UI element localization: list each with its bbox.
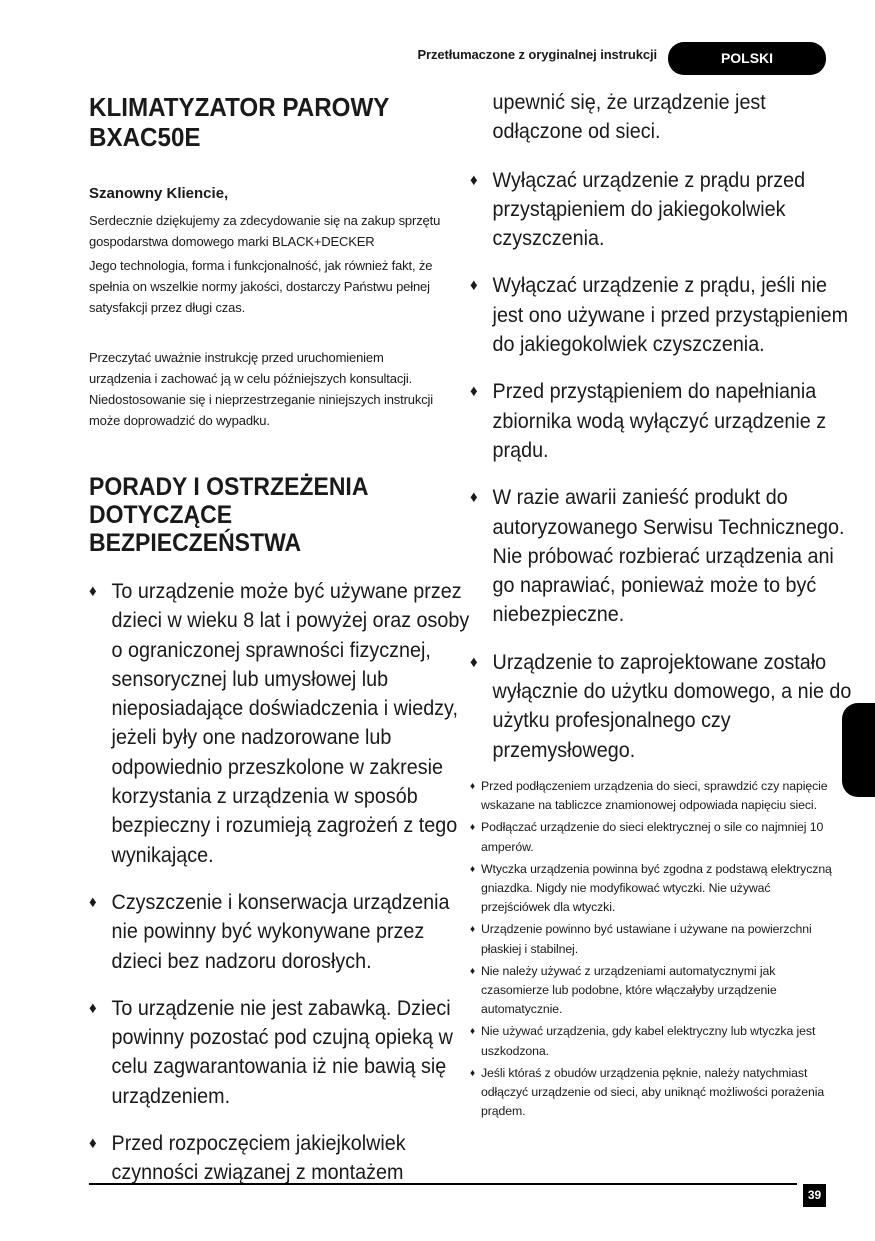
bullet-icon: ♦: [470, 780, 476, 792]
small-safety-item: [470, 920, 832, 958]
safety-item: [470, 483, 853, 629]
small-safety-item-text: Urządzenie powinno być ustawiane i używane na powierzchni płaskiej i stabilnej.: [481, 922, 812, 956]
page-number: 39: [803, 1184, 826, 1207]
safety-item-continuation: upewnić się, że urządzenie jest odłączone od sieci.: [492, 91, 766, 144]
small-safety-item: [470, 1022, 832, 1060]
safety-item-text: W razie awarii zanieść produkt do autoryzowanego Serwisu Technicznego. Nie próbować rozbierać urządzenia ani go naprawiać, ponieważ może to być niebezpieczne.: [492, 486, 845, 627]
bullet-icon: ♦: [470, 965, 476, 977]
safety-section-title: PORADY I OSTRZEŻENIA DOTYCZĄCE BEZPIECZEŃSTWA: [89, 473, 368, 557]
safety-item-text: Przed rozpoczęciem jakiejkolwiek czynności związanej z montażem: [111, 1132, 406, 1185]
small-safety-item: [470, 777, 832, 815]
intro-paragraph: Serdecznie dziękujemy za zdecydowanie się na zakup sprzętu gospodarstwa domowego marki BLACK+DECKER: [89, 213, 441, 249]
safety-item-text: Urządzenie to zaprojektowane zostało wyłącznie do użytku domowego, a nie do użytku profesjonalnego czy przemysłowego.: [492, 650, 852, 762]
small-safety-item: [470, 962, 832, 1020]
safety-item-text: To urządzenie nie jest zabawką. Dzieci powinny pozostać pod czujną opieką w celu zagwarantowania iż nie bawią się urządzeniem.: [111, 996, 453, 1108]
small-safety-item-text: Nie należy używać z urządzeniami automatycznymi jak czasomierze lub podobne, które włączałyby urządzenie automatycznie.: [481, 963, 777, 1017]
safety-item: [89, 577, 470, 870]
small-safety-item-text: Wtyczka urządzenia powinna być zgodna z podstawą elektryczną gniazdka. Nigdy nie modyfikować wtyczki. Nie używać przejściówek dla wtyczki.: [481, 861, 832, 915]
small-safety-list: [470, 777, 832, 1121]
left-column: [89, 92, 470, 1206]
bullet-icon: ♦: [470, 383, 478, 401]
bullet-icon: ♦: [89, 999, 97, 1017]
footer-divider: [89, 1183, 797, 1185]
small-safety-item-text: Przed podłączeniem urządzenia do sieci, sprawdzić czy napięcie wskazane na tabliczce znamionowej odpowiada napięciu sieci.: [481, 778, 828, 813]
bullet-icon: ♦: [470, 171, 478, 189]
safety-item: [89, 994, 470, 1111]
safety-item: [89, 1129, 470, 1188]
greeting: Szanowny Kliencie,: [89, 185, 229, 202]
small-safety-item-text: Jeśli któraś z obudów urządzenia pęknie, należy natychmiast odłączyć urządzenie od sieci, aby uniknąć możliwości porażenia prądem.: [481, 1065, 825, 1119]
bullet-icon: ♦: [89, 583, 97, 600]
safety-item: [470, 377, 853, 465]
bullet-icon: ♦: [470, 924, 476, 936]
bullet-icon: ♦: [470, 653, 478, 671]
safety-item-text: Wyłączać urządzenie z prądu, jeśli nie jest ono używane i przed przystąpieniem do jakiegokolwiek czyszczenia.: [492, 274, 849, 357]
translation-note: Przetłumaczone z oryginalnej instrukcji: [417, 47, 657, 62]
small-safety-item: [470, 860, 832, 918]
language-label: POLSKI: [668, 42, 826, 75]
bullet-icon: ♦: [470, 1067, 476, 1079]
safety-item: [470, 166, 853, 254]
intro-paragraph: Jego technologia, forma i funkcjonalność, jak również fakt, że spełnia on wszelkie normy jakości, dostarczy Państwu pełnej satysfakcji przez długi czas.: [89, 258, 433, 315]
right-column: [470, 88, 852, 1124]
intro-paragraph: Przeczytać uważnie instrukcję przed uruchomieniem urządzenia i zachować ją w celu późniejszych konsultacji. Niedostosowanie się i nieprzestrzeganie niniejszych instrukcji może doprowadzić do wypadku.: [89, 350, 434, 428]
bullet-icon: ♦: [470, 1026, 476, 1038]
bullet-icon: ♦: [470, 489, 478, 507]
safety-item: [470, 271, 853, 359]
small-safety-item: [470, 818, 832, 856]
bullet-icon: ♦: [89, 893, 97, 911]
safety-item: [470, 648, 853, 765]
safety-item: [89, 888, 470, 976]
document-title: KLIMATYZATOR PAROWY BXAC50E: [89, 92, 389, 152]
bullet-icon: ♦: [89, 1135, 97, 1153]
safety-item-text: Wyłączać urządzenie z prądu przed przystąpieniem do jakiegokolwiek czyszczenia.: [492, 168, 806, 251]
bullet-icon: ♦: [470, 277, 478, 295]
safety-item-text: Czyszczenie i konserwacja urządzenia nie powinny być wykonywane przez dzieci bez nadzoru dorosłych.: [111, 890, 450, 973]
safety-item-text: Przed przystąpieniem do napełniania zbiornika wodą wyłączyć urządzenie z prądu.: [492, 380, 827, 462]
small-safety-item-text: Podłączać urządzenie do sieci elektrycznej o sile co najmniej 10 amperów.: [481, 820, 824, 854]
bullet-icon: ♦: [470, 863, 476, 875]
bullet-icon: ♦: [470, 822, 476, 834]
small-safety-item: [470, 1064, 832, 1122]
small-safety-item-text: Nie używać urządzenia, gdy kabel elektryczny lub wtyczka jest uszkodzona.: [481, 1024, 816, 1058]
safety-item-text: To urządzenie może być używane przez dzieci w wieku 8 lat i powyżej oraz osoby o ograniczonej sprawności fizycznej, sensorycznej lub umysłowej lub nieposiadające doświadczenia i wiedzy, jeżeli były one nadzorowane lub odpowiednio przeszkolone w zakresie korzystania z urządzenia w sposób bezpieczny i rozumieją zagrożeń z tego wynikające.: [111, 580, 470, 867]
